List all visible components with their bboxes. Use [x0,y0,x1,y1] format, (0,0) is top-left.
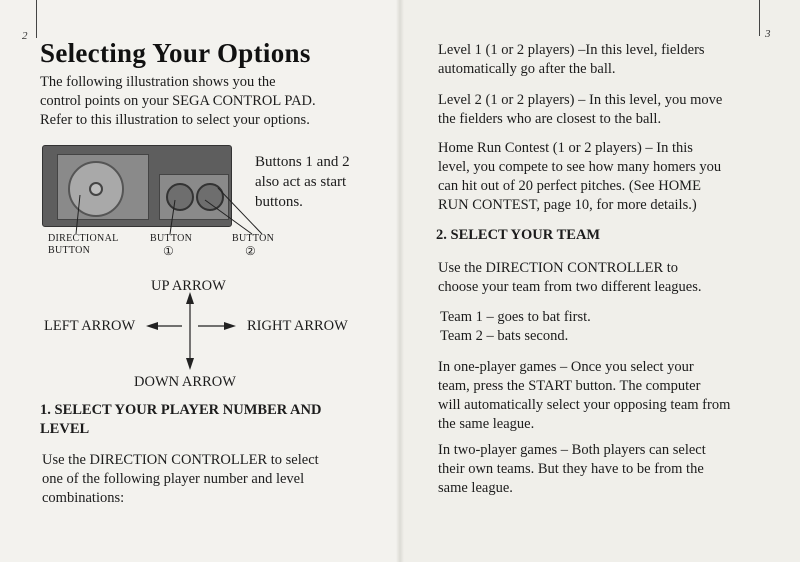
text-line: Use the DIRECTION CONTROLLER to [438,260,679,276]
intro-line: Refer to this illustration to select your options. [40,112,310,128]
text-line: In two-player games – Both players can select [438,442,706,458]
section-1-heading [40,401,321,439]
text-line: the same league. [438,416,535,432]
leader-line-directional [76,195,80,234]
text-line: Home Run Contest (1 or 2 players) – In this [438,140,693,156]
text-line: can hit out of 20 perfect pitches. (See HOME [438,178,701,194]
directional-button-callout [48,233,119,257]
one-player-paragraph [438,358,730,434]
up-arrow-label: UP ARROW [151,278,226,294]
team-list [440,308,591,346]
intro-line: control points on your SEGA CONTROL PAD. [40,93,316,109]
text-line: will automatically select your opposing team from [438,397,731,413]
callout-line: DIRECTIONAL [48,233,119,244]
callout-line: BUTTON [48,245,91,256]
leader-line-button2-b [218,188,262,234]
button-1-callout: BUTTON [150,233,193,244]
note-line: buttons. [255,194,303,210]
button-1-number: ① [163,244,174,258]
page-title: Selecting Your Options [40,38,311,68]
note-line: Buttons 1 and 2 [255,154,350,170]
team-line: Team 1 – goes to bat first. [440,309,591,325]
heading-line: 1. SELECT YOUR PLAYER NUMBER AND [40,402,322,418]
text-line: In one-player games – Once you select your [438,359,694,375]
down-arrow-label: DOWN ARROW [134,374,236,390]
section-2-text [438,259,701,297]
button-2-callout: BUTTON [232,233,275,244]
page-number-right: 3 [765,28,771,40]
right-arrow-label: RIGHT ARROW [247,318,348,334]
level-2-paragraph [438,91,722,129]
text-line: team, press the START button. The computer [438,378,701,394]
button-2-number: ② [245,244,256,258]
right-arrowhead-icon [224,322,236,330]
intro-line: The following illustration shows you the [40,74,276,90]
text-line: Level 2 (1 or 2 players) – In this level, you move [438,92,723,108]
text-line: one of the following player number and level [42,471,305,487]
text-line: Use the DIRECTION CONTROLLER to select [42,452,319,468]
left-arrow-label: LEFT ARROW [44,318,136,334]
page-number-left: 2 [22,30,28,42]
note-line: also act as start [255,174,347,190]
section-2-heading: 2. SELECT YOUR TEAM [436,227,601,243]
section-1-text [42,451,319,508]
text-line: RUN CONTEST, page 10, for more details.) [438,197,697,213]
text-line: Level 1 (1 or 2 players) –In this level, fielders [438,42,705,58]
down-arrowhead-icon [186,358,194,370]
text-line: automatically go after the ball. [438,61,616,77]
text-line: combinations: [42,490,125,506]
text-line: the fielders who are closest to the ball. [438,111,662,127]
text-line: choose your team from two different leagues. [438,279,702,295]
text-line: same league. [438,480,513,496]
two-player-paragraph [438,441,706,498]
text-line: their own teams. But they have to be from the [438,461,704,477]
leader-line-button1 [170,200,175,234]
leader-line-button2 [205,200,252,234]
heading-line: LEVEL [40,421,90,437]
home-run-paragraph [438,139,721,215]
team-line: Team 2 – bats second. [440,328,569,344]
text-line: level, you compete to see how many homers you [438,159,722,175]
left-arrowhead-icon [146,322,158,330]
level-1-paragraph [438,41,705,79]
